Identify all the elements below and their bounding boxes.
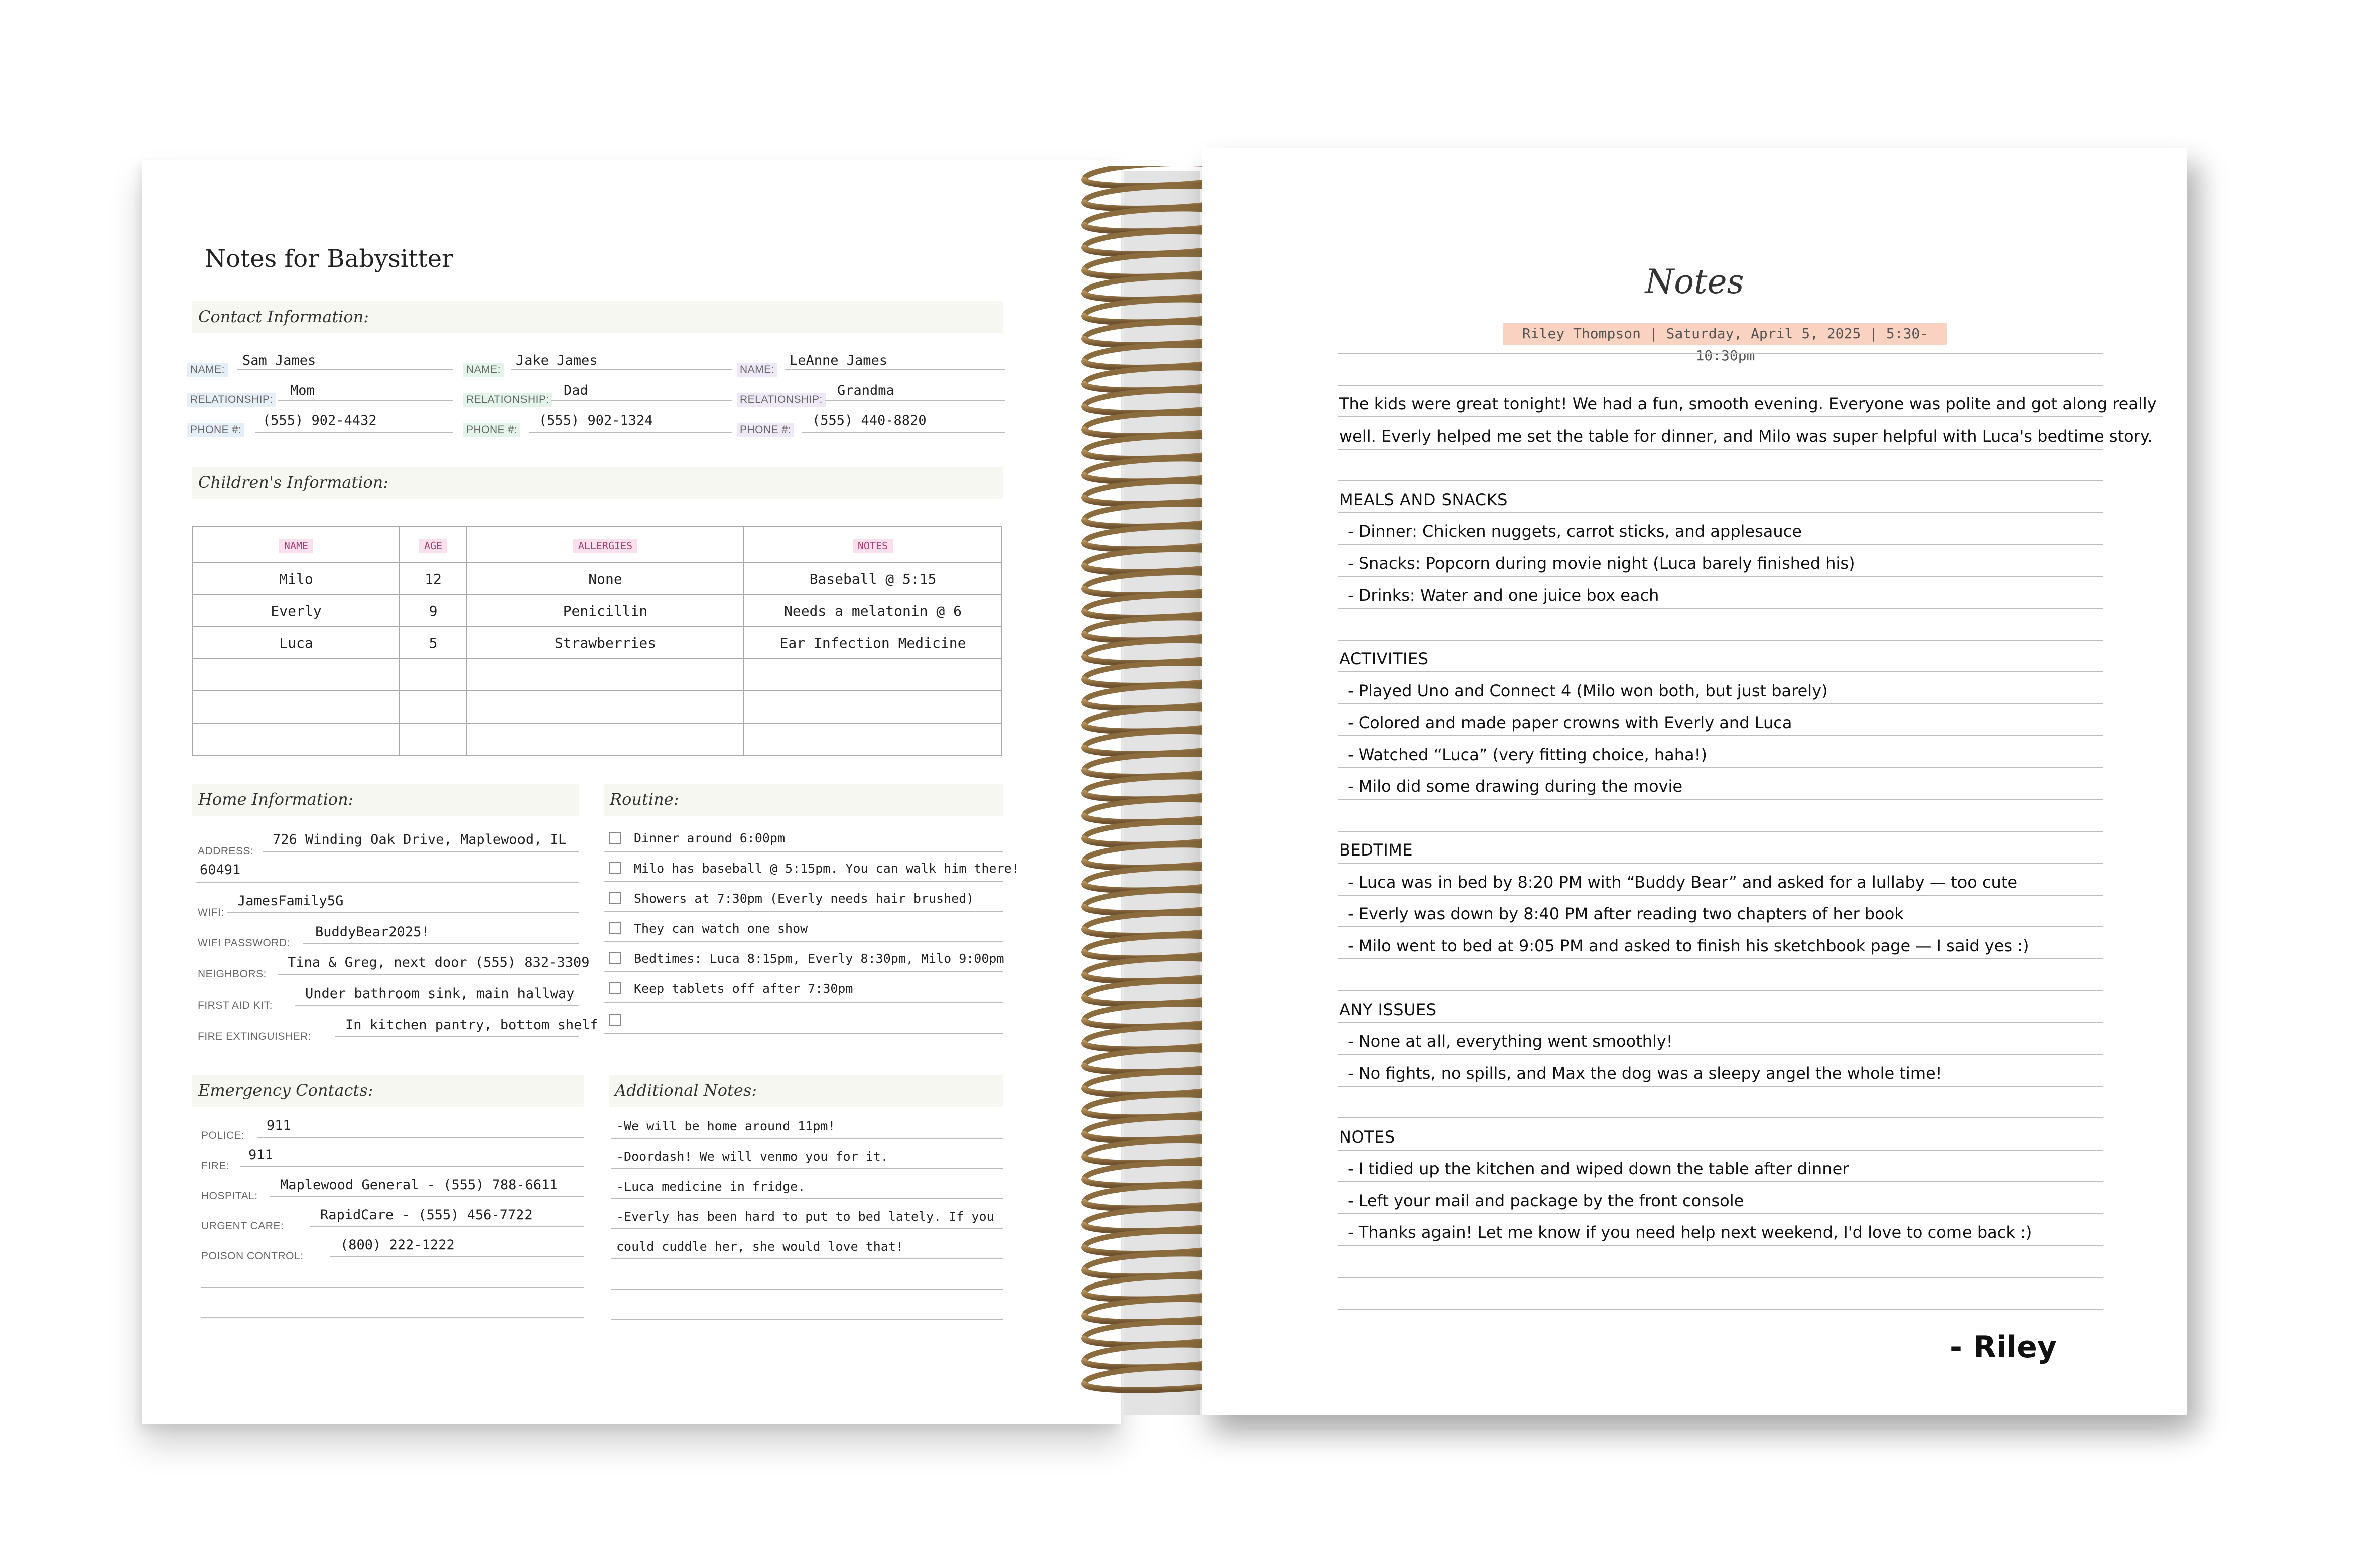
section-heading: MEALS AND SNACKS — [1339, 490, 1508, 509]
home-section-header — [192, 784, 579, 816]
name-label: NAME: — [737, 363, 777, 377]
field-line — [201, 1317, 584, 1318]
table-cell: Penicillin — [467, 595, 744, 627]
routine-heading: Routine: — [610, 790, 679, 809]
field-line — [825, 400, 1005, 401]
ruled-line — [1338, 767, 2103, 768]
routine-item: Milo has baseball @ 5:15pm. You can walk him there! — [634, 861, 1019, 876]
field-line — [255, 432, 453, 433]
field-line — [604, 911, 1003, 912]
name-label: NAME: — [463, 363, 504, 377]
ruled-line — [1338, 958, 2103, 959]
table-cell: 12 — [400, 562, 467, 595]
fire-label: FIRE: — [201, 1160, 230, 1172]
note-item: - Watched “Luca” (very fitting choice, haha!) — [1348, 745, 1707, 764]
ruled-line — [1338, 671, 2103, 672]
note-item: - Dinner: Chicken nuggets, carrot sticks, and applesauce — [1348, 522, 1802, 541]
ruled-line — [1338, 990, 2103, 991]
ruled-line — [1338, 449, 2103, 450]
table-cell: None — [467, 562, 744, 595]
ruled-line — [1338, 1181, 2103, 1182]
hospital-value: Maplewood General - (555) 788-6611 — [280, 1177, 558, 1193]
contact-name: Sam James — [242, 353, 316, 368]
note-item: - Played Uno and Connect 4 (Milo won both, but just barely) — [1348, 681, 1828, 700]
ruled-line — [1338, 353, 2103, 354]
table-row-empty — [193, 659, 1002, 691]
field-line — [785, 369, 1005, 370]
table-cell: Ear Infection Medicine — [744, 627, 1002, 659]
wifi-value: JamesFamily5G — [237, 893, 344, 909]
field-line — [611, 1168, 1003, 1169]
checkbox[interactable] — [609, 892, 621, 904]
left-page — [142, 160, 1121, 1424]
address-line2: 60491 — [200, 862, 241, 878]
intro-line: The kids were great tonight! We had a fun, smooth evening. Everyone was polite and got along really — [1339, 394, 2157, 413]
ruled-line — [1338, 544, 2103, 545]
note-item: - I tidied up the kitchen and wiped down the table after dinner — [1348, 1159, 1849, 1178]
field-line — [604, 851, 1003, 852]
address-label: ADDRESS: — [198, 845, 254, 857]
note-item: - Colored and made paper crowns with Everly and Luca — [1348, 713, 1792, 732]
routine-section-header — [604, 784, 1003, 816]
checkbox[interactable] — [609, 832, 621, 844]
name-label: NAME: — [187, 363, 228, 377]
contact-name: LeAnne James — [790, 353, 888, 368]
table-row — [193, 562, 1002, 595]
ruled-line — [1338, 576, 2103, 577]
checkbox[interactable] — [609, 1014, 621, 1026]
ruled-line — [1338, 480, 2103, 481]
column-header: NAME — [279, 539, 313, 553]
fire-extinguisher-value: In kitchen pantry, bottom shelf — [345, 1017, 598, 1033]
table-row — [193, 595, 1002, 627]
ruled-line — [1338, 703, 2103, 704]
section-heading: ACTIVITIES — [1339, 649, 1429, 668]
notes-subtitle: Riley Thompson | Saturday, April 5, 2025 | 5:30-10:30pm — [1503, 323, 1947, 345]
children-heading: Children's Information: — [198, 473, 389, 492]
ruled-line — [1338, 1245, 2103, 1246]
field-line — [270, 1196, 584, 1197]
ruled-line — [1338, 1277, 2103, 1278]
phone-label: PHONE #: — [737, 423, 794, 437]
field-line — [201, 1287, 584, 1288]
note-item: - Snacks: Popcorn during movie night (Luca barely finished his) — [1348, 553, 1855, 573]
column-header: NOTES — [853, 539, 893, 553]
ruled-line — [1338, 1213, 2103, 1214]
table-cell: Strawberries — [467, 627, 744, 659]
field-line — [611, 1138, 1003, 1139]
field-line — [335, 1036, 579, 1037]
field-line — [529, 432, 732, 433]
field-line — [257, 1137, 584, 1138]
ruled-line — [1338, 608, 2103, 609]
contact-name: Jake James — [516, 353, 598, 368]
ruled-line — [1338, 1117, 2103, 1118]
table-cell: Everly — [193, 595, 400, 627]
table-cell: Baseball @ 5:15 — [744, 562, 1002, 595]
urgent-care-label: URGENT CARE: — [201, 1220, 284, 1232]
field-line — [604, 941, 1003, 942]
additional-heading: Additional Notes: — [615, 1081, 757, 1100]
table-row-empty — [193, 691, 1002, 723]
routine-item: They can watch one show — [634, 921, 808, 936]
page-title: Notes for Babysitter — [205, 245, 453, 273]
column-header: AGE — [419, 539, 447, 553]
note-item: - Milo did some drawing during the movie — [1348, 777, 1683, 796]
column-header: ALLERGIES — [573, 539, 637, 553]
section-heading: ANY ISSUES — [1339, 1000, 1437, 1019]
checkbox[interactable] — [609, 952, 621, 964]
police-value: 911 — [267, 1118, 291, 1133]
contact-phone: (555) 902-1324 — [539, 413, 653, 429]
table-row — [193, 627, 1002, 659]
contact-section-header — [192, 301, 1003, 333]
ruled-line — [1338, 385, 2103, 386]
field-line — [330, 1256, 584, 1257]
table-row-empty — [193, 723, 1002, 755]
emergency-section-header — [192, 1075, 584, 1107]
routine-item: Showers at 7:30pm (Everly needs hair brushed) — [634, 891, 974, 906]
contact-heading: Contact Information: — [198, 307, 369, 326]
field-line — [802, 432, 1005, 433]
neighbors-value: Tina & Greg, next door (555) 832-3309 — [288, 955, 590, 970]
note-line: -Everly has been hard to put to bed lately. If you — [616, 1209, 994, 1224]
routine-item: Dinner around 6:00pm — [634, 831, 786, 845]
ruled-line — [1338, 1022, 2103, 1023]
intro-line: well. Everly helped me set the table for dinner, and Milo was super helpful with Luca's bedtime story. — [1339, 426, 2153, 446]
right-page — [1202, 148, 2187, 1415]
ruled-line — [1338, 799, 2103, 800]
ruled-line — [1338, 416, 2103, 417]
ruled-line — [1338, 640, 2103, 641]
children-table — [192, 526, 1002, 756]
fire-extinguisher-label: FIRE EXTINGUISHER: — [198, 1031, 312, 1042]
home-heading: Home Information: — [198, 790, 354, 809]
police-label: POLICE: — [201, 1130, 245, 1142]
ruled-line — [1338, 512, 2103, 513]
checkbox[interactable] — [609, 982, 621, 994]
address-line1: 726 Winding Oak Drive, Maplewood, IL — [273, 832, 567, 847]
field-line — [604, 971, 1003, 972]
neighbors-label: NEIGHBORS: — [198, 968, 267, 980]
field-line — [611, 1198, 1003, 1199]
ruled-line — [1338, 1054, 2103, 1055]
field-line — [278, 400, 453, 401]
relationship-label: RELATIONSHIP: — [187, 393, 276, 407]
contact-relationship: Grandma — [837, 383, 894, 398]
note-item: - Luca was in bed by 8:20 PM with “Buddy Bear” and asked for a lullaby — too cute — [1348, 872, 2018, 892]
note-line: -Luca medicine in fridge. — [616, 1179, 806, 1194]
table-cell: Milo — [193, 562, 400, 595]
note-item: - Milo went to bed at 9:05 PM and asked to finish his sketchbook page — I said yes :) — [1348, 936, 2029, 955]
field-line — [303, 943, 579, 944]
checkbox[interactable] — [609, 862, 621, 874]
note-item: - Everly was down by 8:40 PM after reading two chapters of her book — [1348, 904, 1904, 923]
relationship-label: RELATIONSHIP: — [463, 393, 552, 407]
note-item: - None at all, everything went smoothly! — [1348, 1032, 1673, 1051]
field-line — [263, 851, 579, 852]
ruled-line — [1338, 1150, 2103, 1151]
field-line — [240, 1166, 584, 1167]
routine-item: Keep tablets off after 7:30pm — [634, 981, 853, 996]
relationship-label: RELATIONSHIP: — [737, 393, 826, 407]
table-cell: Needs a melatonin @ 6 — [744, 595, 1002, 627]
field-line — [196, 882, 579, 883]
contact-phone: (555) 902-4432 — [263, 413, 377, 429]
emergency-heading: Emergency Contacts: — [198, 1081, 373, 1100]
contact-relationship: Dad — [564, 383, 588, 398]
first-aid-value: Under bathroom sink, main hallway — [305, 986, 575, 1002]
field-line — [551, 400, 732, 401]
field-line — [611, 1319, 1003, 1320]
routine-item: Bedtimes: Luca 8:15pm, Everly 8:30pm, Milo 9:00pm — [634, 951, 1004, 966]
additional-section-header — [609, 1075, 1003, 1107]
children-section-header — [192, 467, 1003, 499]
field-line — [310, 1226, 584, 1227]
contact-phone: (555) 440-8820 — [812, 413, 927, 429]
table-cell: Luca — [193, 627, 400, 659]
note-item: - Left your mail and package by the front console — [1348, 1191, 1744, 1210]
field-line — [295, 1005, 579, 1006]
field-line — [611, 1228, 1003, 1229]
field-line — [237, 369, 453, 370]
poison-control-label: POISON CONTROL: — [201, 1250, 304, 1262]
first-aid-label: FIRST AID KIT: — [198, 1000, 273, 1011]
wifi-label: WIFI: — [198, 907, 224, 918]
ruled-line — [1338, 926, 2103, 927]
field-line — [278, 974, 579, 975]
field-line — [604, 1002, 1003, 1003]
table-cell: 9 — [400, 595, 467, 627]
ruled-line — [1338, 735, 2103, 736]
phone-label: PHONE #: — [187, 423, 244, 437]
table-cell: 5 — [400, 627, 467, 659]
ruled-line — [1338, 831, 2103, 832]
field-line — [604, 881, 1003, 882]
field-line — [227, 912, 579, 913]
note-item: - Drinks: Water and one juice box each — [1348, 586, 1659, 605]
note-line: -We will be home around 11pm! — [616, 1119, 836, 1133]
note-line: could cuddle her, she would love that! — [616, 1239, 903, 1254]
contact-relationship: Mom — [290, 383, 315, 398]
table-header-row — [193, 526, 1002, 562]
fire-value: 911 — [248, 1147, 273, 1163]
wifi-password-value: BuddyBear2025! — [315, 924, 430, 940]
checkbox[interactable] — [609, 922, 621, 934]
ruled-line — [1338, 1086, 2103, 1087]
note-item: - Thanks again! Let me know if you need help next weekend, I'd love to come back :) — [1348, 1223, 2032, 1242]
field-line — [611, 1289, 1003, 1290]
wifi-password-label: WIFI PASSWORD: — [198, 937, 290, 949]
section-heading: NOTES — [1339, 1127, 1395, 1147]
field-line — [511, 369, 732, 370]
section-heading: BEDTIME — [1339, 840, 1413, 860]
phone-label: PHONE #: — [463, 423, 520, 437]
notes-title: Notes — [1645, 262, 1744, 301]
poison-control-value: (800) 222-1222 — [340, 1237, 455, 1253]
ruled-line — [1338, 863, 2103, 864]
signature: - Riley — [1950, 1330, 2057, 1365]
field-line — [611, 1258, 1003, 1259]
field-line — [604, 1033, 1003, 1034]
urgent-care-value: RapidCare - (555) 456-7722 — [320, 1207, 533, 1223]
note-item: - No fights, no spills, and Max the dog was a sleepy angel the whole time! — [1348, 1063, 1942, 1083]
ruled-line — [1338, 895, 2103, 896]
hospital-label: HOSPITAL: — [201, 1190, 258, 1202]
ruled-line — [1338, 1309, 2103, 1310]
note-line: -Doordash! We will venmo you for it. — [616, 1149, 888, 1164]
